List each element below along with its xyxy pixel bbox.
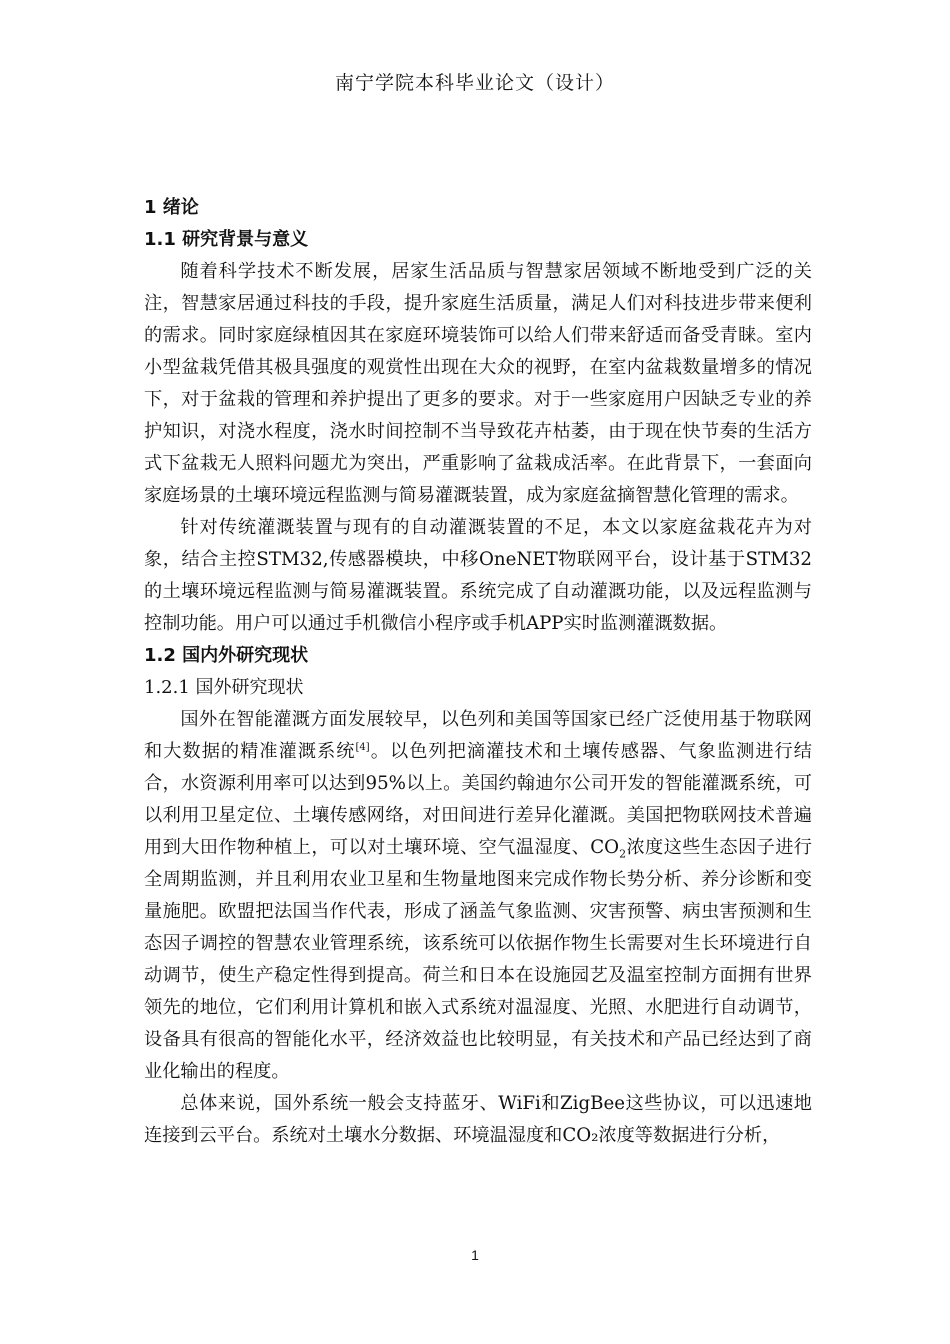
- section-heading-1-2: 1.2 国内外研究现状: [144, 645, 309, 666]
- citation-ref: [4]: [355, 741, 370, 753]
- chapter-heading: 1 绪论: [144, 197, 199, 218]
- document-body: [144, 192, 812, 1152]
- paragraph-text: 。以色列把滴灌技术和土壤传感器、气象监测进行结合，水资源利用率可以达到95%以上。美国约翰迪尔公司开发的智能灌溉系统，可以利用卫星定位、土壤传感网络，对田间进行差异化灌溉。美国把物联网技术普遍用到大田作物种植上，可以对土壤环境、空气温湿度、CO: [144, 741, 812, 858]
- paragraph-text: 国外在智能灌溉方面发展较早，以色列和美国等国家已经广泛使用基于物联网和大数据的精准灌溉系统: [144, 709, 812, 762]
- page-number: 1: [471, 1247, 479, 1263]
- paragraph: 随着科学技术不断发展，居家生活品质与智慧家居领域不断地受到广泛的关注，智慧家居通过科技的手段，提升家庭生活质量，满足人们对科技进步带来便利的需求。同时家庭绿植因其在家庭环境装饰可以给人们带来舒适而备受青睐。室内小型盆栽凭借其极具强度的观赏性出现在大众的视野，在室内盆栽数量增多的情况下，对于盆栽的管理和养护提出了更多的要求。对于一些家庭用户因缺乏专业的养护知识，对浇水程度，浇水时间控制不当导致花卉枯萎，由于现在快节奏的生活方式下盆栽无人照料问题尤为突出，严重影响了盆栽成活率。在此背景下，一套面向家庭场景的土壤环境远程监测与简易灌溉装置，成为家庭盆摘智慧化管理的需求。: [144, 261, 812, 506]
- page-header: 南宁学院本科毕业论文（设计）: [334, 72, 615, 94]
- subscript: 2: [619, 847, 627, 861]
- paragraph: [144, 704, 812, 1088]
- paragraph: 总体来说，国外系统一般会支持蓝牙、WiFi和ZigBee这些协议，可以迅速地连接到云平台。系统对土壤水分数据、环境温湿度和CO₂浓度等数据进行分析，: [144, 1093, 812, 1146]
- section-heading-1-1: 1.1 研究背景与意义: [144, 229, 309, 250]
- subsection-heading-1-2-1: 1.2.1 国外研究现状: [144, 677, 304, 698]
- paragraph: 针对传统灌溉装置与现有的自动灌溉装置的不足，本文以家庭盆栽花卉为对象，结合主控STM32,传感器模块，中移OneNET物联网平台，设计基于STM32的土壤环境远程监测与简易灌溉装置。系统完成了自动灌溉功能，以及远程监测与控制功能。用户可以通过手机微信小程序或手机APP实时监测灌溉数据。: [144, 517, 812, 634]
- paragraph-text: 浓度这些生态因子进行全周期监测，并且利用农业卫星和生物量地图来完成作物长势分析、养分诊断和变量施肥。欧盟把法国当作代表，形成了涵盖气象监测、灾害预警、病虫害预测和生态因子调控的智慧农业管理系统，该系统可以依据作物生长需要对生长环境进行自动调节，使生产稳定性得到提高。荷兰和日本在设施园艺及温室控制方面拥有世界领先的地位，它们利用计算机和嵌入式系统对温湿度、光照、水肥进行自动调节，设备具有很高的智能化水平，经济效益也比较明显，有关技术和产品已经达到了商业化输出的程度。: [144, 837, 812, 1082]
